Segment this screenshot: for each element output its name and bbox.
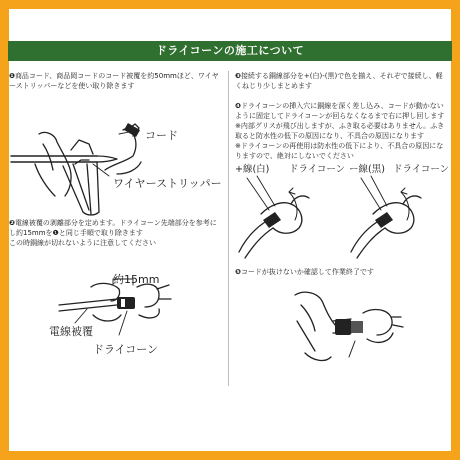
label-drycone-right: ドライコーン xyxy=(393,164,450,175)
step-5-text: ❺コードが抜けないか確認して作業終了です xyxy=(235,268,374,276)
column-divider xyxy=(228,71,229,386)
step-4-text: ❹ドライコーンの挿入穴に銅線を深く差し込み、コードが動かないように固定してドライコーンが回らなくなるまで右に押し回します ※内部グリスが飛び出しますが、ふき取る必要はありません。ふき取ると防水性の低下の原因になり、不具合の原因になります ※ドライコーンの再使用は防水性の低下により、不具合の原因になりますので、絶対にしないでください xyxy=(235,102,445,160)
label-drycone-left: ドライコーン xyxy=(93,343,159,356)
step-1-text: ❶商品コード、商品岡コードのコード被覆を約50mmほど、ワイヤーストリッパーなどを使い取り除きます xyxy=(9,72,219,90)
label-plus-line: +線(白) xyxy=(235,164,270,175)
label-cord: コード xyxy=(145,129,178,142)
page-title: ドライコーンの施工について xyxy=(8,41,452,61)
step-2-text: ❷電線被覆の剥離部分を定めます。ドライコーン先端部分を参考にし約15mmを❶と同じ手順で取り除きます この時銅線が切れないように注意してください xyxy=(9,219,217,247)
step-4-illustration xyxy=(235,174,451,264)
label-insulation: 電線被覆 xyxy=(49,325,93,338)
label-minus-line: ー線(黒) xyxy=(349,164,385,175)
label-approx-15mm: 約15mm xyxy=(113,273,160,286)
label-drycone-mid: ドライコーン xyxy=(289,164,346,175)
step-1-illustration xyxy=(9,104,224,219)
step-5-illustration xyxy=(235,281,451,381)
label-wire-stripper: ワイヤーストリッパー xyxy=(113,177,222,190)
bottom-whitespace xyxy=(9,393,451,451)
step-3-text: ❸接続する銅線部分を+(白)-(黒)で色を揃え、それぞで接続し、軽くねじり少しまとめます xyxy=(235,72,443,90)
content xyxy=(9,9,451,451)
